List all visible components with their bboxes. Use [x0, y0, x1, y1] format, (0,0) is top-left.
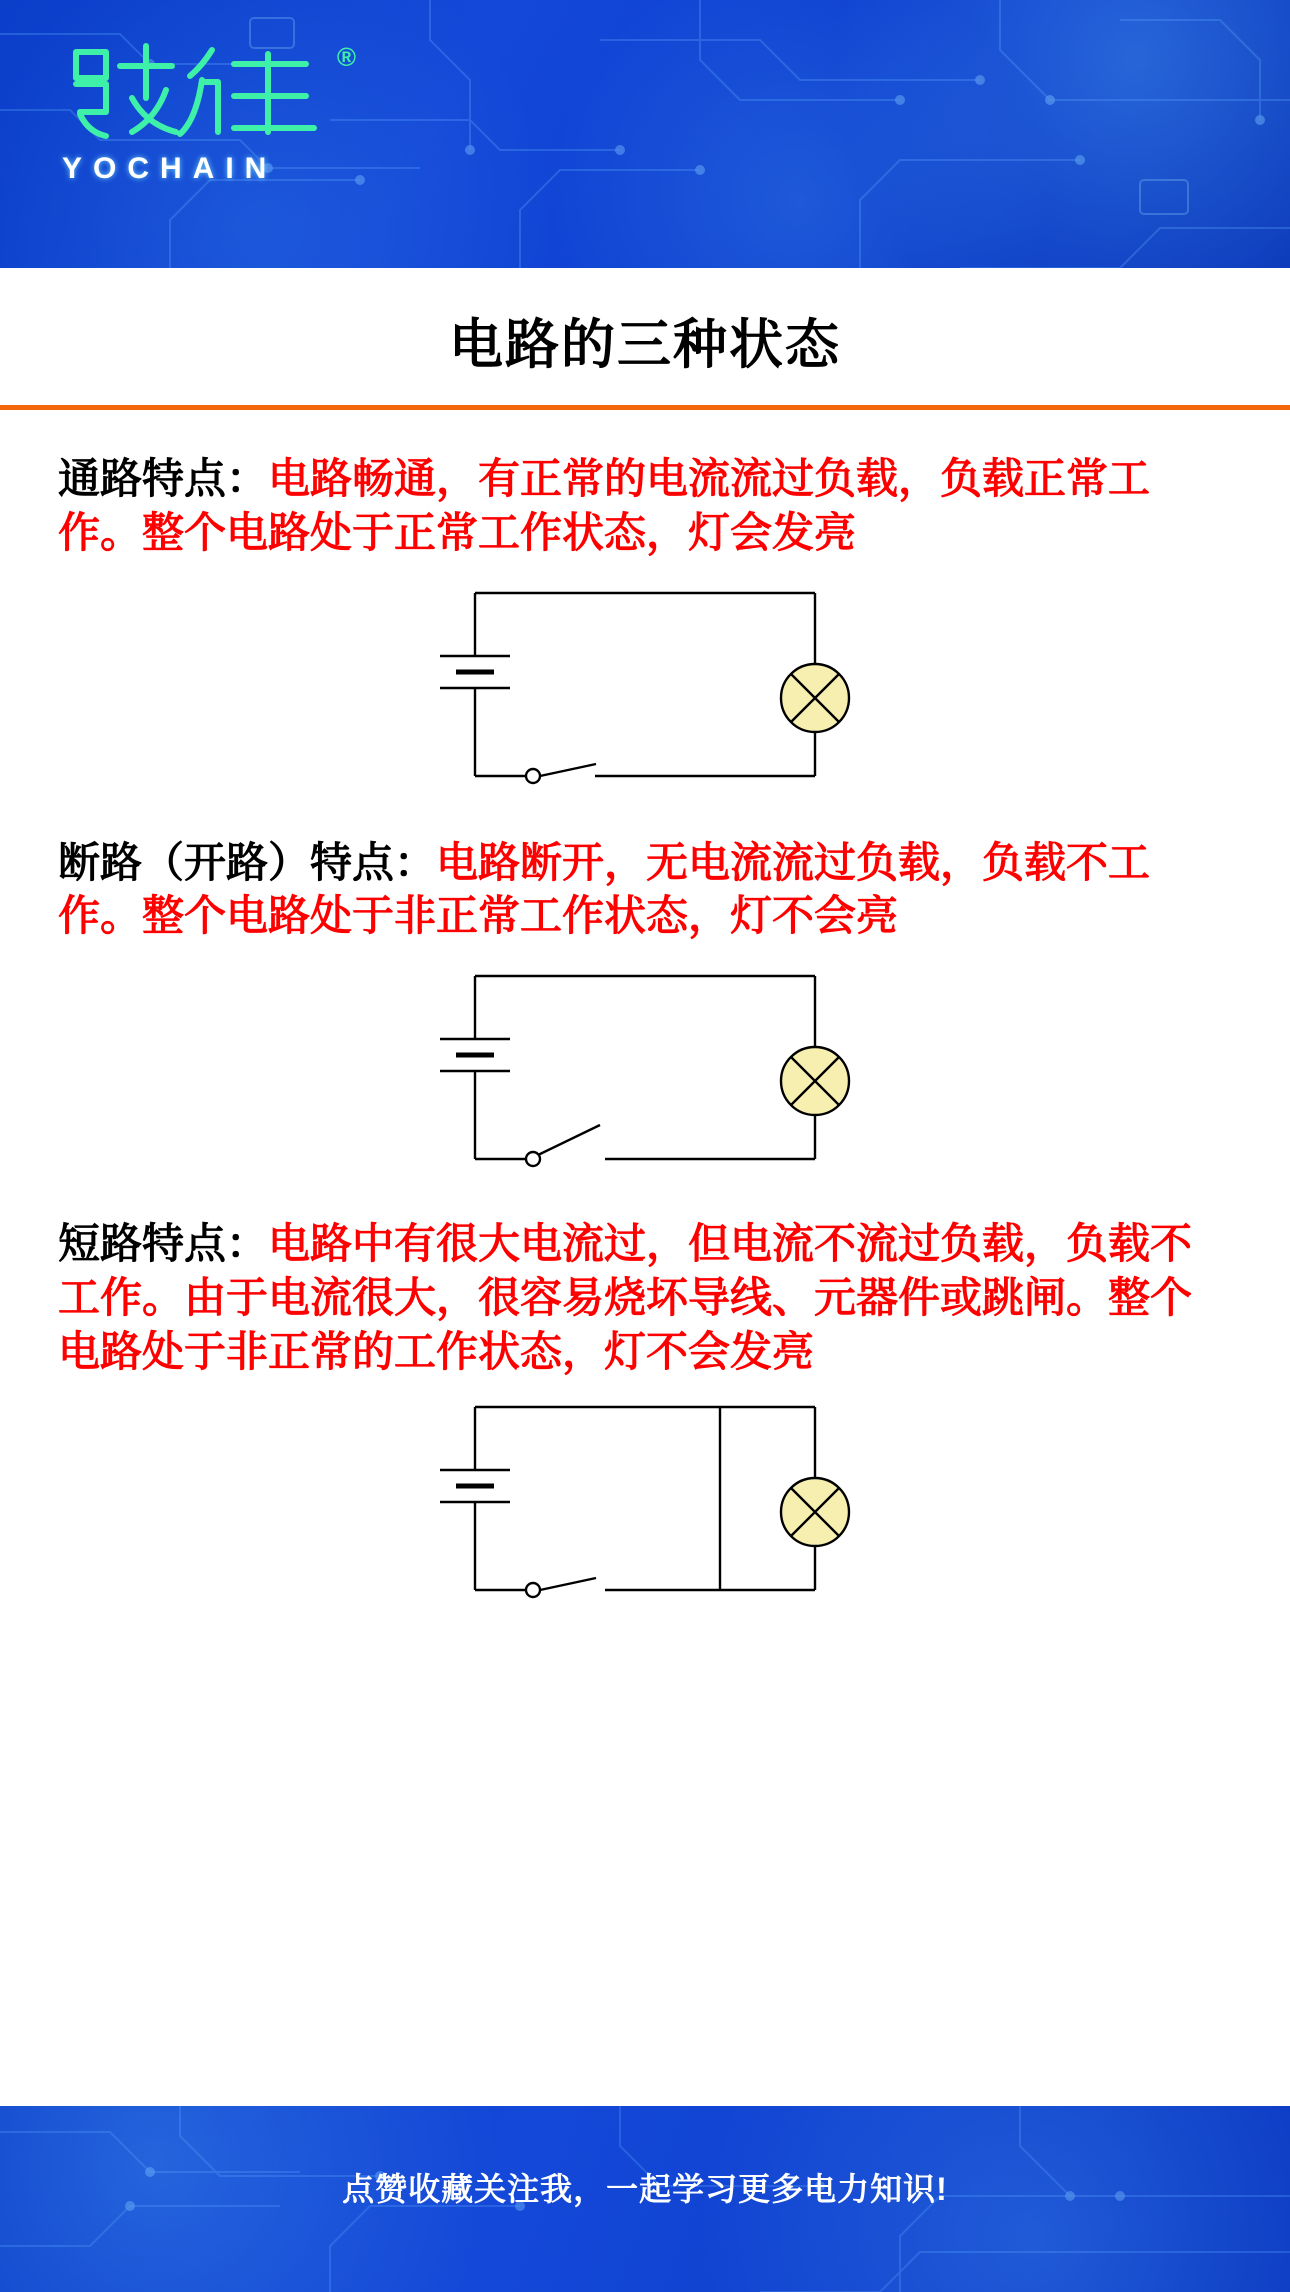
- section-open-circuit: [0, 808, 1290, 944]
- title-band: [0, 268, 1290, 405]
- closed-circuit-diagram: [420, 578, 870, 808]
- registered-mark: ®: [336, 42, 356, 72]
- open-circuit-diagram: [420, 961, 870, 1191]
- short-circuit-body: 电路中有很大电流过，但电流不流过负载，负载不工作。由于电流很大，很容易烧坏导线、元器件或跳闸。整个电路处于非正常的工作状态，灯不会发亮: [58, 1220, 1193, 1375]
- open-circuit-text: [58, 836, 1232, 944]
- short-circuit-text: [58, 1217, 1232, 1378]
- switch-pivot: [526, 1152, 540, 1166]
- open-circuit-body: 电路断开，无电流流过负载，负载不工作。整个电路处于非正常工作状态，灯不会亮: [58, 838, 1151, 940]
- content-area: [0, 410, 1290, 1622]
- short-circuit-lead: 短路特点：: [58, 1220, 269, 1267]
- brand-logo: [62, 36, 392, 206]
- switch-pivot: [526, 1583, 540, 1597]
- closed-circuit-lead: 通路特点：: [58, 455, 269, 502]
- open-circuit-lead: 断路（开路）特点：: [58, 838, 437, 886]
- closed-circuit-figure: [0, 578, 1290, 808]
- logo-cn-glyphs-icon: [62, 36, 362, 148]
- section-short-circuit: [0, 1191, 1290, 1378]
- switch-pivot: [526, 769, 540, 783]
- page-header: [0, 0, 1290, 268]
- logo-mark: [62, 36, 362, 146]
- open-circuit-figure: [0, 961, 1290, 1191]
- short-circuit-figure: [0, 1392, 1290, 1622]
- page-footer: [0, 2106, 1290, 2292]
- short-circuit-diagram: [420, 1392, 870, 1622]
- closed-circuit-body: 电路畅通，有正常的电流流过负载，负载正常工作。整个电路处于正常工作状态，灯会发亮: [58, 455, 1151, 556]
- closed-circuit-text: [58, 452, 1232, 560]
- footer-cta-text: 点赞收藏关注我，一起学习更多电力知识!: [342, 2171, 948, 2207]
- logo-wordmark: YOCHAIN: [62, 152, 278, 185]
- section-closed-circuit: [0, 410, 1290, 560]
- page-title: 电路的三种状态: [449, 315, 841, 375]
